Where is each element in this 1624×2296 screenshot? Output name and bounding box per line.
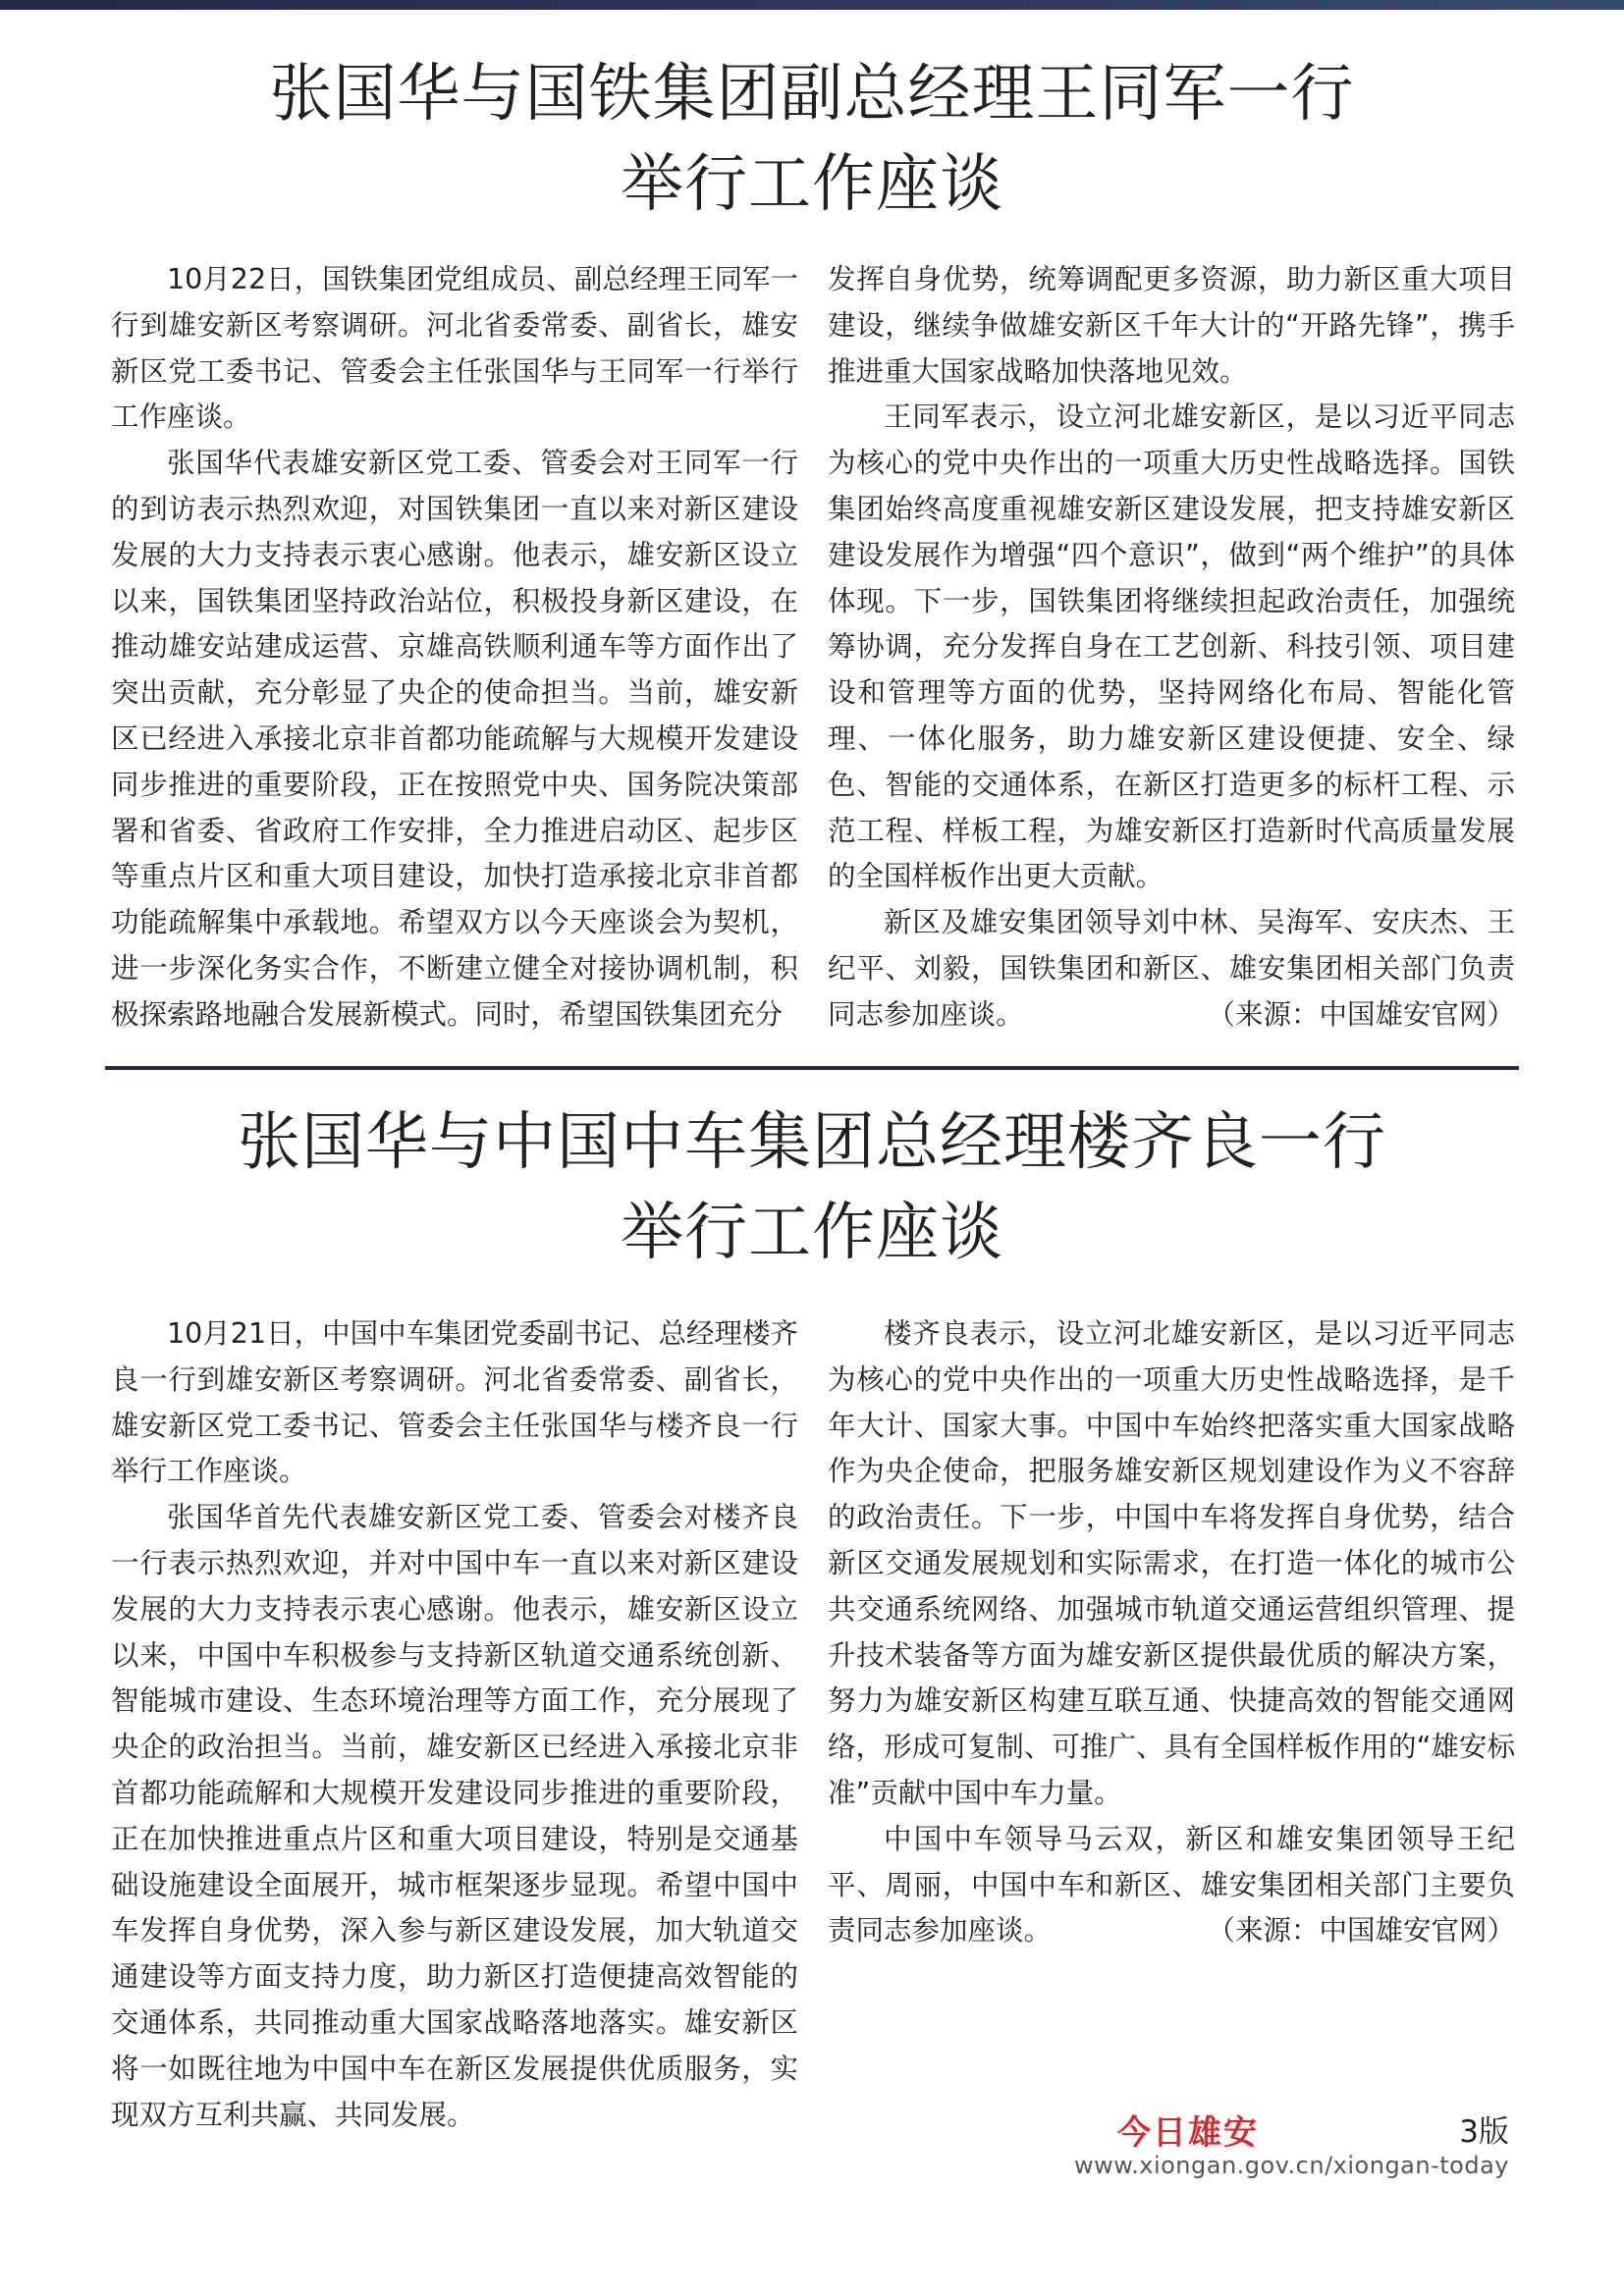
article2-title-line2: 举行工作座谈 xyxy=(621,1197,1003,1269)
article1-title xyxy=(98,49,1526,230)
article2-paragraph xyxy=(828,1817,1515,1954)
article-divider xyxy=(105,1066,1519,1070)
article2-paragraph: 张国华首先代表雄安新区党工委、管委会对楼齐良一行表示热烈欢迎，并对中国中车一直以来对新区建设发展的大力支持表示衷心感谢。他表示，雄安新区设立以来，中国中车积极参与支持新区轨道交通系统创新、智能城市建设、生态环境治理等方面工作，充分展现了央企的政治担当。当前，雄安新区已经进入承接北京非首都功能疏解和大规模开发建设同步推进的重要阶段，正在加快推进重点片区和重大项目建设，特别是交通基础设施建设全面展开，城市框架逐步显现。希望中国中车发挥自身优势，深入参与新区建设发展，加大轨道交通建设等方面支持力度，助力新区打造便捷高效智能的交通体系，共同推动重大国家战略落地落实。雄安新区将一如既往地为中国中车在新区发展提供优质服务，实现双方互利共赢、共同发展。 xyxy=(111,1501,798,2131)
article1-paragraph: 张国华代表雄安新区党工委、管委会对王同军一行的到访表示热烈欢迎，对国铁集团一直以来对新区建设发展的大力支持表示衷心感谢。他表示，雄安新区设立以来，国铁集团坚持政治站位，积极投身新区建设，在推动雄安站建成运营、京雄高铁顺利通车等方面作出了突出贡献，充分彰显了央企的使命担当。当前，雄安新区已经进入承接北京非首都功能疏解与大规模开发建设同步推进的重要阶段，正在按照党中央、国务院决策部署和省委、省政府工作安排，全力推进启动区、起步区等重点片区和重大项目建设，加快打造承接北京非首都功能疏解集中承载地。希望双方以今天座谈会为契机，进一步深化务实合作，不断建立健全对接协调机制，积极探索路地融合发展新模式。同时，希望国铁集团充分 xyxy=(111,447,798,1031)
article1-title-line1: 张国华与国铁集团副总经理王同军一行 xyxy=(269,58,1355,131)
article2-left-column xyxy=(111,1311,798,2138)
article2-right-column xyxy=(828,1311,1515,1954)
article1-title-line2: 举行工作座谈 xyxy=(621,148,1003,221)
page-number: 3版 xyxy=(1459,2114,1509,2150)
article2-title-line1: 张国华与中国中车集团总经理楼齐良一行 xyxy=(238,1106,1386,1179)
article1-paragraph xyxy=(828,900,1515,1038)
brand-logo: 今日雄安 xyxy=(1117,2113,1259,2153)
article1-source: （来源：中国雄安官网） xyxy=(1207,997,1515,1031)
article1-paragraph: 王同军表示，设立河北雄安新区，是以习近平同志为核心的党中央作出的一项重大历史性战略选择。国铁集团始终高度重视雄安新区建设发展，把支持雄安新区建设发展作为增强“四个意识”，做到“两个维护”的具体体现。下一步，国铁集团将继续担起政治责任，加强统筹协调，充分发挥自身在工艺创新、科技引领、项目建设和管理等方面的优势，坚持网络化布局、智能化管理、一体化服务，助力雄安新区建设便捷、安全、绿色、智能的交通体系，在新区打造更多的标杆工程、示范工程、样板工程，为雄安新区打造新时代高质量发展的全国样板作出更大贡献。 xyxy=(828,400,1515,893)
article1-paragraph-continued: 发挥自身优势，统筹调配更多资源，助力新区重大项目建设，继续争做雄安新区千年大计的“开路先锋”，携手推进重大国家战略加快落地见效。 xyxy=(828,263,1515,388)
article2-paragraph: 楼齐良表示，设立河北雄安新区，是以习近平同志为核心的党中央作出的一项重大历史性战略选择，是千年大计、国家大事。中国中车始终把落实重大国家战略作为央企使命，把服务雄安新区规划建设作为义不容辞的政治责任。下一步，中国中车将发挥自身优势，结合新区交通发展规划和实际需求，在打造一体化的城市公共交通系统网络、加强城市轨道交通运营组织管理、提升技术装备等方面为雄安新区提供最优质的解决方案，努力为雄安新区构建互联互通、快捷高效的智能交通网络，形成可复制、可推广、具有全国样板作用的“雄安标准”贡献中国中车力量。 xyxy=(828,1317,1515,1809)
article2-source: （来源：中国雄安官网） xyxy=(1207,1914,1515,1948)
article1-attendees: 新区及雄安集团领导刘中林、吴海军、安庆杰、王纪平、刘毅，国铁集团和新区、雄安集团相关部门负责同志参加座谈。 xyxy=(828,906,1515,1031)
article2-paragraph: 10月21日，中国中车集团党委副书记、总经理楼齐良一行到雄安新区考察调研。河北省委常委、副省长，雄安新区党工委书记、管委会主任张国华与楼齐良一行举行工作座谈。 xyxy=(111,1317,798,1488)
article1-right-column xyxy=(828,257,1515,1039)
article1-left-column xyxy=(111,257,798,1039)
article2-attendees: 中国中车领导马云双，新区和雄安集团领导王纪平、周丽，中国中车和新区、雄安集团相关部门主要负责同志参加座谈。 xyxy=(828,1822,1515,1948)
top-bar xyxy=(0,0,1624,10)
article2-title xyxy=(98,1097,1526,1278)
site-url: www.xiongan.gov.cn/xiongan-today xyxy=(1073,2152,1509,2179)
article1-paragraph: 10月22日，国铁集团党组成员、副总经理王同军一行到雄安新区考察调研。河北省委常委、副省长，雄安新区党工委书记、管委会主任张国华与王同军一行举行工作座谈。 xyxy=(111,263,798,434)
